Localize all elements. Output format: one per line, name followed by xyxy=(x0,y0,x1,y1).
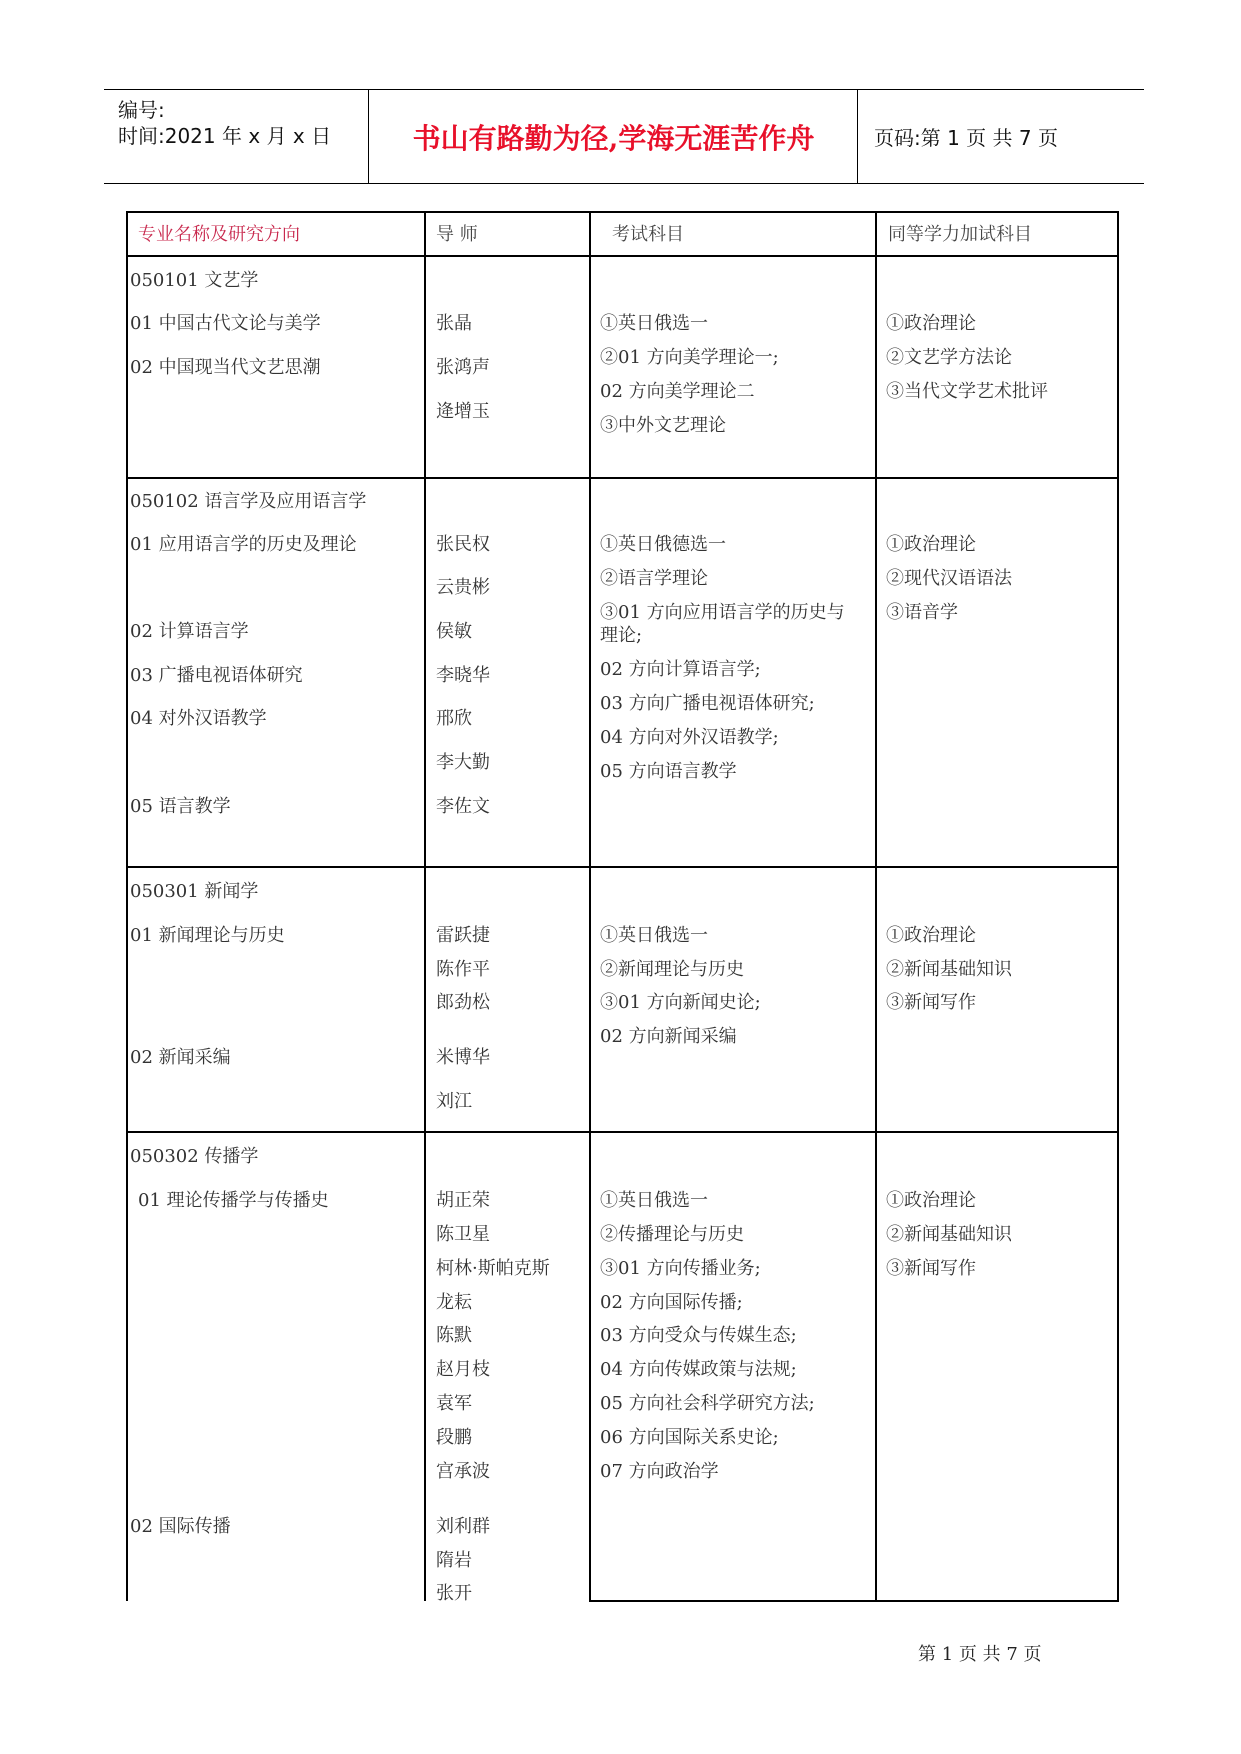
exam-item: 03 方向广播电视语体研究; xyxy=(600,693,815,714)
advisor-name: 刘江 xyxy=(436,1091,472,1112)
direction-item: 01 中国古代文论与美学 xyxy=(130,313,321,334)
page-header xyxy=(104,89,1144,184)
advisor-name: 雷跃捷 xyxy=(436,925,490,946)
exam-item: ②语言学理论 xyxy=(600,568,708,589)
page-footer: 第 1 页 共 7 页 xyxy=(918,1644,1042,1665)
column-header-exam: 考试科目 xyxy=(612,224,684,245)
direction-item: 02 中国现当代文艺思潮 xyxy=(130,357,321,378)
major-title: 050102 语言学及应用语言学 xyxy=(130,491,367,512)
advisor-name: 陈作平 xyxy=(436,959,490,980)
header-info-cell xyxy=(104,90,369,183)
extra-item: ①政治理论 xyxy=(886,1190,976,1211)
exam-item: ②新闻理论与历史 xyxy=(600,959,744,980)
advisor-name: 段鹏 xyxy=(436,1427,472,1448)
header-page-label: 页码:第 1 页 共 7 页 xyxy=(874,126,1058,150)
extra-item: ③新闻写作 xyxy=(886,1258,976,1279)
advisor-name: 逄增玉 xyxy=(436,401,490,422)
exam-item: 02 方向计算语言学; xyxy=(600,659,761,680)
direction-item: 01 应用语言学的历史及理论 xyxy=(130,534,357,555)
extra-item: ①政治理论 xyxy=(886,925,976,946)
advisor-name: 胡正荣 xyxy=(436,1190,490,1211)
exam-item: 02 方向新闻采编 xyxy=(600,1026,737,1047)
exam-item: 04 方向对外汉语教学; xyxy=(600,727,779,748)
direction-item: 02 计算语言学 xyxy=(130,621,249,642)
exam-item: ②01 方向美学理论一; xyxy=(600,347,779,368)
exam-item: 06 方向国际关系史论; xyxy=(600,1427,779,1448)
major-title: 050101 文艺学 xyxy=(130,270,259,291)
extra-item: ②现代汉语语法 xyxy=(886,568,1012,589)
exam-item: 02 方向美学理论二 xyxy=(600,381,755,402)
direction-item: 02 国际传播 xyxy=(130,1516,231,1537)
direction-item: 02 新闻采编 xyxy=(130,1047,231,1068)
exam-item: ①英日俄选一 xyxy=(600,925,708,946)
advisor-name: 张开 xyxy=(436,1583,472,1604)
advisor-name: 张鸿声 xyxy=(436,357,490,378)
extra-item: ①政治理论 xyxy=(886,313,976,334)
direction-item: 04 对外汉语教学 xyxy=(130,708,267,729)
advisor-name: 袁军 xyxy=(436,1393,472,1414)
advisor-name: 赵月枝 xyxy=(436,1359,490,1380)
advisor-name: 陈默 xyxy=(436,1325,472,1346)
exam-item: 02 方向国际传播; xyxy=(600,1292,743,1313)
advisor-name: 郎劲松 xyxy=(436,992,490,1013)
exam-item: ③01 方向应用语言学的历史与 xyxy=(600,602,845,623)
advisor-name: 隋岩 xyxy=(436,1550,472,1571)
exam-item: 03 方向受众与传媒生态; xyxy=(600,1325,797,1346)
advisor-name: 张晶 xyxy=(436,313,472,334)
column-header-extra: 同等学力加试科目 xyxy=(888,224,1032,245)
extra-item: ①政治理论 xyxy=(886,534,976,555)
advisor-name: 云贵彬 xyxy=(436,577,490,598)
advisor-name: 李晓华 xyxy=(436,665,490,686)
advisor-name: 龙耘 xyxy=(436,1292,472,1313)
document-time-label: 时间:2021 年 x 月 x 日 xyxy=(118,124,332,148)
advisor-name: 刘利群 xyxy=(436,1516,490,1537)
program-table xyxy=(126,211,1119,1604)
exam-item: ①英日俄选一 xyxy=(600,1190,708,1211)
advisor-name: 宫承波 xyxy=(436,1461,490,1482)
direction-item: 01 理论传播学与传播史 xyxy=(138,1190,329,1211)
exam-item: 07 方向政治学 xyxy=(600,1461,719,1482)
extra-item: ③新闻写作 xyxy=(886,992,976,1013)
extra-item: ②新闻基础知识 xyxy=(886,1224,1012,1245)
advisor-name: 李大勤 xyxy=(436,752,490,773)
exam-item: ③中外文艺理论 xyxy=(600,415,726,436)
advisor-name: 陈卫星 xyxy=(436,1224,490,1245)
exam-item: ①英日俄选一 xyxy=(600,313,708,334)
advisor-name: 侯敏 xyxy=(436,621,472,642)
direction-item: 03 广播电视语体研究 xyxy=(130,665,303,686)
extra-item: ②文艺学方法论 xyxy=(886,347,1012,368)
advisor-name: 柯林·斯帕克斯 xyxy=(436,1258,550,1279)
header-motto: 书山有路勤为径,学海无涯苦作舟 xyxy=(370,90,858,183)
exam-item: ③01 方向新闻史论; xyxy=(600,992,761,1013)
direction-item: 05 语言教学 xyxy=(130,796,231,817)
direction-item: 01 新闻理论与历史 xyxy=(130,925,285,946)
major-title: 050301 新闻学 xyxy=(130,881,259,902)
exam-item: 05 方向社会科学研究方法; xyxy=(600,1393,815,1414)
document-number-label: 编号: xyxy=(118,98,165,122)
exam-item: ①英日俄德选一 xyxy=(600,534,726,555)
advisor-name: 李佐文 xyxy=(436,796,490,817)
major-title: 050302 传播学 xyxy=(130,1146,259,1167)
advisor-name: 张民权 xyxy=(436,534,490,555)
exam-item: 04 方向传媒政策与法规; xyxy=(600,1359,797,1380)
extra-item: ②新闻基础知识 xyxy=(886,959,1012,980)
column-header-major: 专业名称及研究方向 xyxy=(138,224,300,245)
advisor-name: 米博华 xyxy=(436,1047,490,1068)
exam-item: 05 方向语言教学 xyxy=(600,761,737,782)
extra-item: ③当代文学艺术批评 xyxy=(886,381,1048,402)
exam-item: 理论; xyxy=(600,625,643,646)
column-header-advisor: 导 师 xyxy=(436,224,478,245)
exam-item: ②传播理论与历史 xyxy=(600,1224,744,1245)
advisor-name: 邢欣 xyxy=(436,708,472,729)
extra-item: ③语音学 xyxy=(886,602,958,623)
exam-item: ③01 方向传播业务; xyxy=(600,1258,761,1279)
